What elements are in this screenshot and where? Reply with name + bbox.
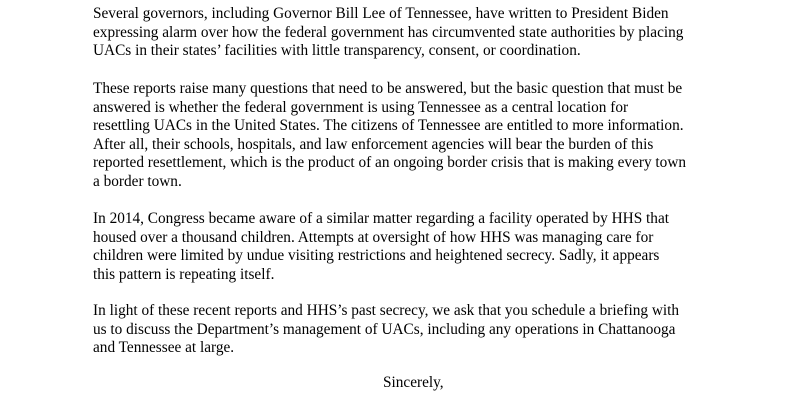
text-line: UACs in their states’ facilities with little transparency, consent, or coordination. [93,42,581,59]
text-line: us to discuss the Department’s management of UACs, including any operations in Chattanooga [93,320,676,338]
closing-salutation: Sincerely, [383,374,444,391]
text-line: expressing alarm over how the federal government has circumvented state authorities by placing [93,23,684,41]
paragraph-2014-oversight [93,210,669,284]
text-line: Several governors, including Governor Bill Lee of Tennessee, have written to President Biden [93,5,669,22]
text-line: this pattern is repeating itself. [93,265,275,283]
text-line: These reports raise many questions that need to be answered, but the basic question that must be [93,80,683,97]
text-line: a border town. [93,172,182,190]
text-line: and Tennessee at large. [93,339,235,356]
text-line: In 2014, Congress became aware of a similar matter regarding a facility operated by HHS that [93,210,669,227]
paragraph-governors-alarm [93,5,683,61]
text-line: housed over a thousand children. Attempts at oversight of how HHS was managing care for [93,228,654,246]
text-line: children were limited by undue visiting restrictions and heightened secrecy. Sadly, it appears [93,247,660,264]
text-line: After all, their schools, hospitals, and law enforcement agencies will bear the burden of this [93,135,654,153]
text-line: reported resettlement, which is the product of an ongoing border crisis that is making every town [93,154,687,171]
paragraph-briefing-request [93,302,679,358]
paragraph-questions [93,80,686,191]
text-line: answered is whether the federal government is using Tennessee as a central location for [93,98,629,116]
text-line: resettling UACs in the United States. The citizens of Tennessee are entitled to more information. [93,117,684,134]
text-line: In light of these recent reports and HHS’s past secrecy, we ask that you schedule a briefing with [93,302,680,319]
